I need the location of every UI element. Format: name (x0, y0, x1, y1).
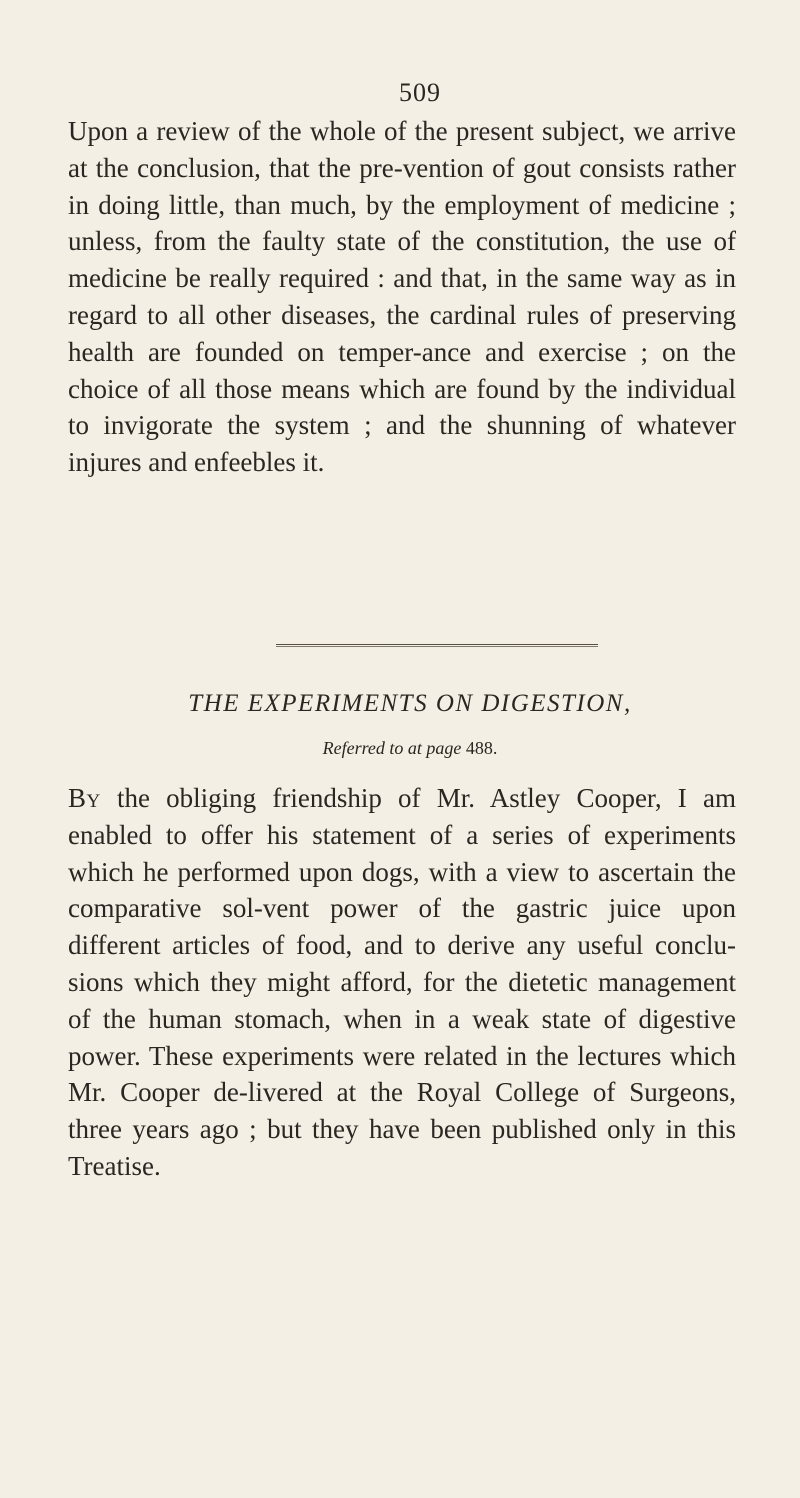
lead-word: By (68, 783, 101, 813)
page-number: 509 (399, 78, 441, 107)
paragraph-experiments-intro (68, 780, 736, 1185)
reference-page: 488. (465, 738, 498, 758)
reference-text: Referred to at page (322, 738, 462, 758)
page-reference (0, 738, 800, 759)
section-divider (276, 644, 598, 647)
section-title: THE EXPERIMENTS ON DIGESTION, (188, 690, 632, 717)
paragraph-experiments-body: the obliging friendship of Mr. Astley Cooper, I am enabled to offer his statement of a series of experiments which he performed upon dogs, with a view to ascertain the comparative sol-vent power of the gastric juice upon different articles of food, and to derive any useful conclu-sions which they might afford, for the dietetic management of the human stomach, when in a weak state of digestive power. These experiments were related in the lectures which Mr. Cooper de-livered at the Royal College of Surgeons, three years ago ; but they have been published only in this Treatise. (68, 783, 736, 1181)
paragraph-gout-conclusion: Upon a review of the whole of the present subject, we arrive at the conclusion, that the pre-vention of gout consists rather in doing little, than much, by the employment of medicine ; unless, from the faulty state of the constitution, the use of medicine be really required : and that, in the same way as in regard to all other diseases, the cardinal rules of preserving health are founded on temper-ance and exercise ; on the choice of all those means which are found by the individual to invigorate the system ; and the shunning of whatever injures and enfeebles it. (68, 116, 736, 478)
